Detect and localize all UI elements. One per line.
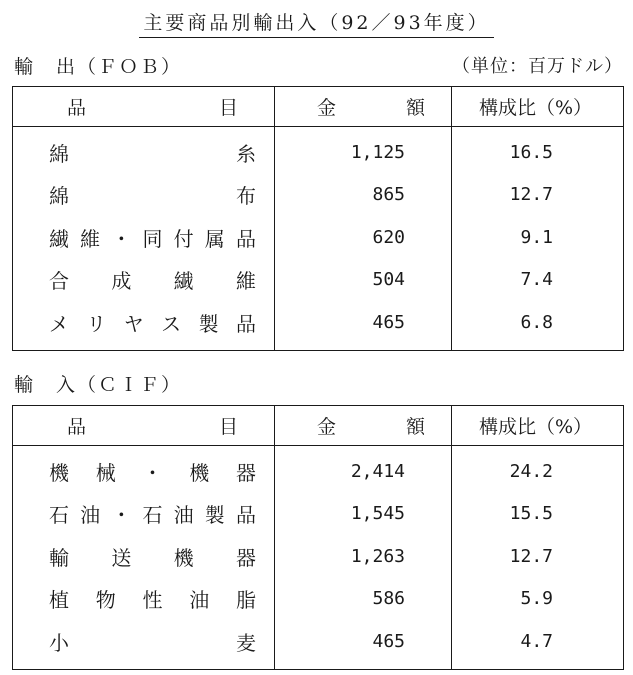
ratio-cell: 7.4 bbox=[520, 269, 553, 291]
page-title: 主要商品別輸出入（92／93年度） bbox=[139, 8, 493, 38]
item-name: 輸 送 機 器 bbox=[49, 545, 256, 570]
header-amount-char-2: 額 bbox=[405, 416, 425, 438]
amount-cell: 586 bbox=[372, 588, 405, 610]
ratio-cell: 4.7 bbox=[520, 630, 553, 652]
ratio-cell: 5.9 bbox=[520, 588, 553, 610]
import-item-column bbox=[13, 446, 275, 669]
header-item-char-1: 品 bbox=[67, 97, 87, 119]
header-item bbox=[13, 87, 275, 126]
amount-cell: 465 bbox=[372, 311, 405, 333]
unit-label: （単位：百万ドル） bbox=[452, 56, 623, 77]
ratio-cell: 12.7 bbox=[509, 545, 553, 567]
table-row-item bbox=[13, 450, 274, 493]
header-amount-char-2: 額 bbox=[405, 97, 425, 119]
item-name: 石 油 ・ 石 油 製 品 bbox=[49, 503, 256, 528]
item-name: 綿 布 bbox=[49, 184, 256, 209]
item-name: 植 物 性 油 脂 bbox=[49, 588, 256, 613]
amount-cell: 504 bbox=[372, 269, 405, 291]
header-amount-char-1: 金 bbox=[317, 97, 337, 119]
table-row-item bbox=[13, 620, 274, 663]
amount-cell: 1,263 bbox=[350, 545, 405, 567]
header-amount bbox=[275, 406, 452, 445]
export-table bbox=[12, 86, 624, 351]
export-item-column bbox=[13, 127, 275, 350]
import-header-row bbox=[13, 406, 623, 446]
import-table bbox=[12, 405, 624, 670]
table-row-item bbox=[13, 259, 274, 302]
ratio-cell: 24.2 bbox=[509, 460, 553, 482]
title-block bbox=[0, 8, 633, 38]
item-name: 機 械 ・ 機 器 bbox=[49, 460, 256, 485]
amount-cell: 620 bbox=[372, 226, 405, 248]
table-row-item bbox=[13, 174, 274, 217]
import-section-label: 輸 入（ＣＩＦ） bbox=[14, 374, 183, 396]
item-name: 繊 維 ・ 同 付 属 品 bbox=[49, 226, 256, 251]
amount-cell: 865 bbox=[372, 184, 405, 206]
ratio-cell: 6.8 bbox=[520, 311, 553, 333]
header-ratio: 構成比（%） bbox=[478, 97, 593, 119]
ratio-cell: 16.5 bbox=[509, 141, 553, 163]
export-section-label: 輸 出（ＦＯＢ） bbox=[14, 56, 183, 78]
export-header-row bbox=[13, 87, 623, 127]
header-amount bbox=[275, 87, 452, 126]
table-row-item bbox=[13, 301, 274, 344]
import-amount-column bbox=[275, 446, 452, 669]
table-row-item bbox=[13, 493, 274, 536]
header-amount-char-1: 金 bbox=[317, 416, 337, 438]
ratio-cell: 9.1 bbox=[520, 226, 553, 248]
table-row-item bbox=[13, 578, 274, 621]
header-item bbox=[13, 406, 275, 445]
header-ratio: 構成比（%） bbox=[478, 416, 593, 438]
export-ratio-column bbox=[452, 127, 623, 350]
amount-cell: 1,545 bbox=[350, 503, 405, 525]
header-item-char-2: 目 bbox=[218, 416, 238, 438]
amount-cell: 2,414 bbox=[350, 460, 405, 482]
export-body bbox=[13, 127, 623, 350]
import-ratio-column bbox=[452, 446, 623, 669]
export-amount-column bbox=[275, 127, 452, 350]
table-row-item bbox=[13, 216, 274, 259]
item-name: 小 麦 bbox=[49, 630, 256, 655]
table-row-item bbox=[13, 535, 274, 578]
amount-cell: 465 bbox=[372, 630, 405, 652]
table-row-item bbox=[13, 131, 274, 174]
amount-cell: 1,125 bbox=[350, 141, 405, 163]
import-body bbox=[13, 446, 623, 669]
header-item-char-2: 目 bbox=[218, 97, 238, 119]
header-item-char-1: 品 bbox=[67, 416, 87, 438]
item-name: 合 成 繊 維 bbox=[49, 269, 256, 294]
item-name: メ リ ヤ ス 製 品 bbox=[49, 311, 256, 336]
item-name: 綿 糸 bbox=[49, 141, 256, 166]
ratio-cell: 15.5 bbox=[509, 503, 553, 525]
ratio-cell: 12.7 bbox=[509, 184, 553, 206]
